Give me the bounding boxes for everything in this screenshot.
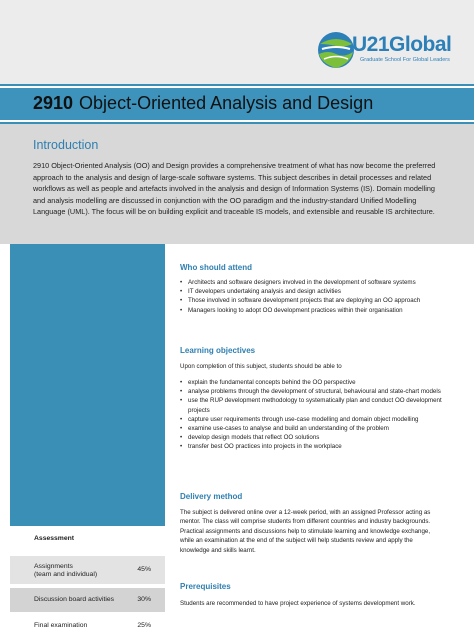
prerequisites-text: Students are recommended to have project experience of systems development work. — [180, 600, 416, 607]
delivery-method-text: The subject is delivered online over a 12-week period, with an assigned Professor acting as mentor. The class will comprise students from different countries and industry backgrounds. Practical assignments and discussions help to stimulate learning and knowledge exchange, while an examination at the end of the subject will help students review and apply the knowledge and skills learnt. — [180, 509, 431, 554]
introduction-text: 2910 Object-Oriented Analysis (OO) and Design provides a comprehensive treatment of what has now become the preferred approach to the analysis and design of large-scale software systems. This subject describes in detail processes and related workflows as well as people and artefacts involved in the analysis and design of Information Systems (IS). Domain modelling and analysis modelling are discussed in conjunction with the OO paradigm and the industry-standard Unified Modelling Language (UML). The focus will be on building explicit and traceable IS models, and extensible and reusable IS architecture. — [33, 161, 436, 217]
list-item: • Those involved in software development projects that are deploying an OO approach — [180, 296, 442, 305]
learning-objectives-list — [180, 378, 442, 452]
list-item: • explain the fundamental concepts behind the OO perspective — [180, 378, 442, 387]
list-item: • capture user requirements through use-case modelling and domain object modelling — [180, 415, 442, 424]
assessment-label: Final examination — [34, 622, 88, 629]
list-item: • analyse problems through the development of structural, behavioural and state-chart models — [180, 387, 442, 396]
assessment-row — [10, 616, 165, 636]
logo-brand: U21Global — [352, 33, 452, 56]
subject-code: 2910 — [33, 93, 74, 113]
learning-objectives-heading: Learning objectives — [180, 346, 256, 355]
assessment-value: 25% — [137, 622, 151, 629]
globe-icon — [316, 30, 356, 70]
u21global-logo — [316, 28, 466, 74]
assessment-label: Discussion board activities — [34, 596, 115, 603]
learning-objectives-intro: Upon completion of this subject, students should be able to — [180, 363, 342, 370]
sidebar-panel — [10, 244, 165, 526]
who-should-attend-list — [180, 278, 442, 315]
list-item: • use the RUP development methodology to systematically plan and conduct OO development projects — [180, 396, 442, 414]
assessment-label-sub: (team and individual) — [34, 571, 98, 578]
subject-name: Object-Oriented Analysis and Design — [79, 93, 374, 113]
prerequisites-heading: Prerequisites — [180, 582, 231, 591]
who-should-attend-heading: Who should attend — [180, 263, 252, 272]
logo-tagline: Graduate School For Global Leaders — [360, 57, 450, 63]
list-item: • Managers looking to adopt OO development practices within their organisation — [180, 306, 442, 315]
list-item: • develop design models that reflect OO solutions — [180, 433, 442, 442]
list-item: • transfer best OO practices into projects in the workplace — [180, 442, 442, 451]
list-item: • Architects and software designers involved in the development of software systems — [180, 278, 442, 287]
assessment-row — [10, 588, 165, 612]
assessment-value: 45% — [137, 566, 151, 573]
assessment-heading: Assessment — [10, 526, 165, 552]
assessment-value: 30% — [137, 596, 151, 603]
page-title — [33, 92, 373, 114]
assessment-row — [10, 556, 165, 584]
title-bar — [0, 84, 474, 124]
delivery-method-heading: Delivery method — [180, 492, 243, 501]
introduction-heading: Introduction — [33, 138, 99, 152]
list-item: • IT developers undertaking analysis and design activities — [180, 287, 442, 296]
assessment-label: Assignments — [34, 563, 73, 570]
list-item: • examine use-cases to analyse and build an understanding of the problem — [180, 424, 442, 433]
